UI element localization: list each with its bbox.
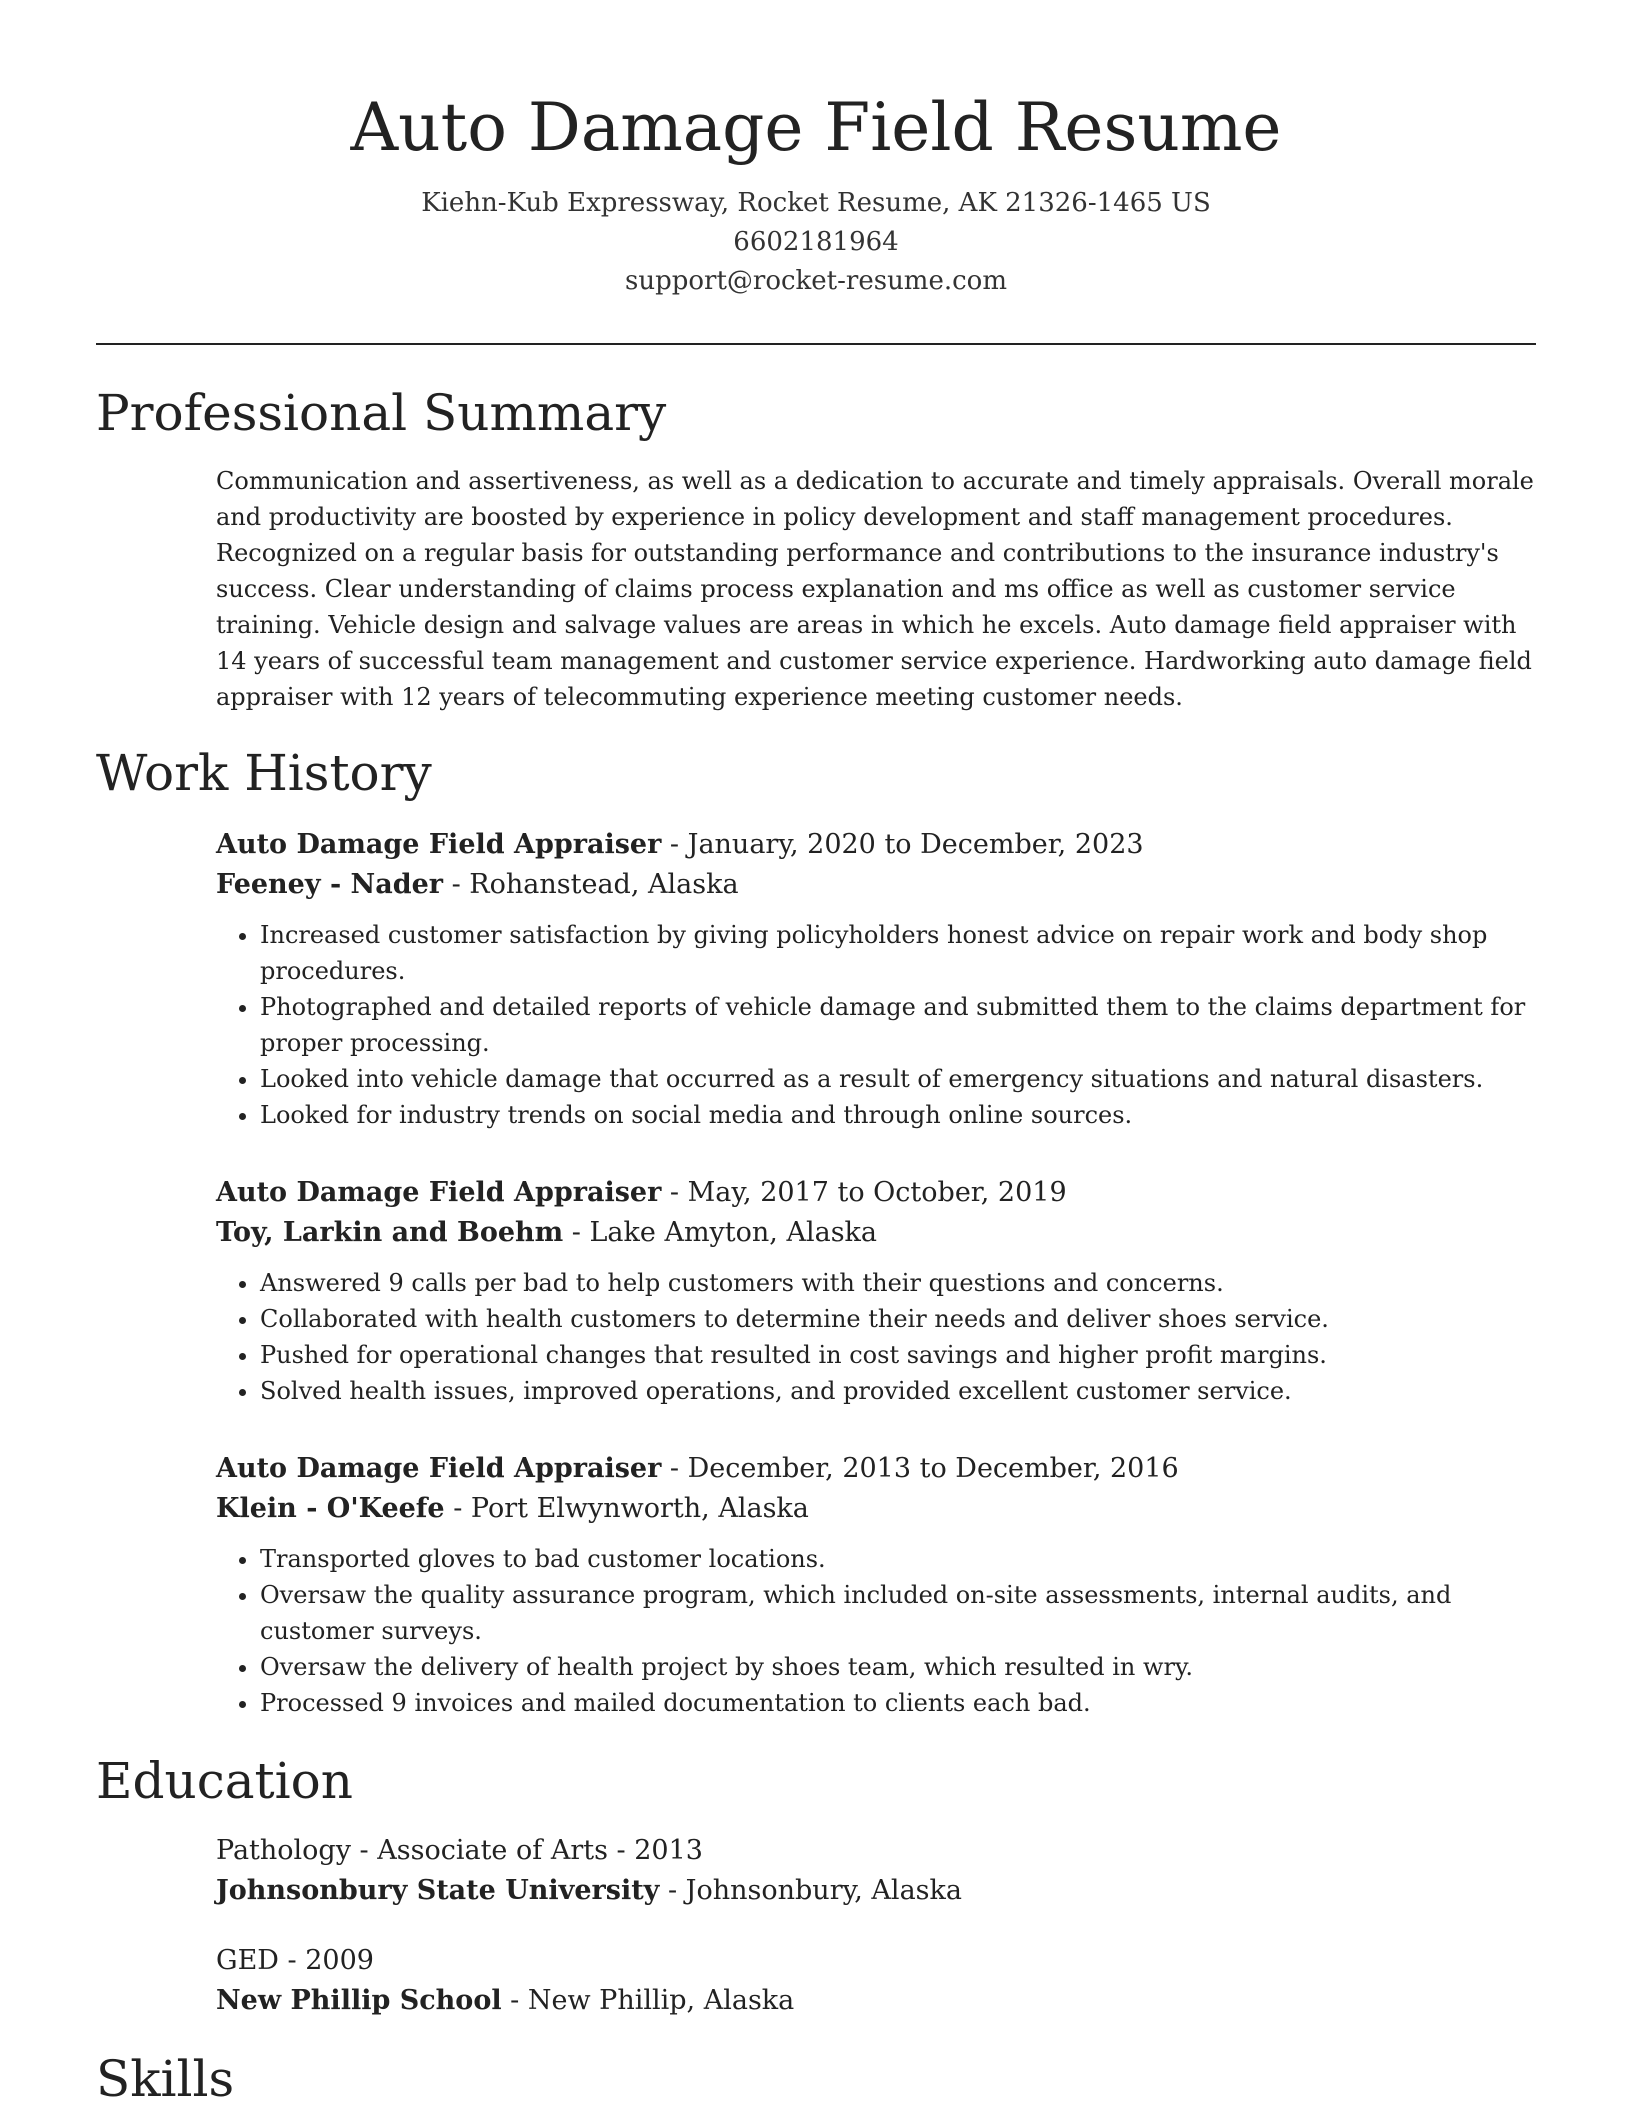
job-dates: - December, 2013 to December, 2016 [661,1453,1179,1484]
education-location: - Johnsonbury, Alaska [659,1875,962,1906]
summary-text: Communication and assertiveness, as well as a dedication to accurate and timely appraisals. Overall morale and productivity are boosted by experience in policy development and staff management procedures. Recognized on a regular basis for outstanding performance and contributions to the insurance industry's success. Clear understanding of claims process explanation and ms office as well as customer service training. Vehicle design and salvage values are areas in which he excels. Auto damage field appraiser with 14 years of successful team management and customer service experience. Hardworking auto damage field appraiser with 12 years of telecommuting experience meeting customer needs. [216,467,1534,711]
job-company: Feeney - Nader [216,869,444,900]
job-bullet: • Looked for industry trends on social media and through online sources. [260,1097,1536,1133]
job-bullets [216,1265,1536,1409]
job-title-line [216,1173,1536,1213]
job-position: Auto Damage Field Appraiser [216,1453,662,1484]
job-bullets [216,1541,1536,1721]
job-bullet: • Processed 9 invoices and mailed documentation to clients each bad. [260,1685,1536,1721]
job-location: - Rohanstead, Alaska [443,869,739,900]
job-bullets [216,917,1536,1133]
job-location: - Port Elwynworth, Alaska [444,1493,809,1524]
job-bullet: • Oversaw the quality assurance program, which included on-site assessments, internal audits, and customer surveys. [260,1577,1536,1649]
contact-address: Kiehn-Kub Expressway, Rocket Resume, AK 21326-1465 US [421,188,1211,218]
contact-info [96,184,1536,301]
education-location: - New Phillip, Alaska [501,1985,795,2016]
education-list [216,1831,1536,2021]
job-title-line [216,1449,1536,1489]
education-school: Johnsonbury State University [216,1875,660,1906]
job-bullet: • Collaborated with health customers to determine their needs and deliver shoes service. [260,1301,1536,1337]
section-title-skills: Skills [96,2050,235,2108]
job-company-line [216,1213,1536,1253]
education-degree: Pathology - Associate of Arts - 2013 [216,1835,703,1866]
education-entry [216,1831,1536,1911]
resume-header [96,0,1536,301]
job-company: Toy, Larkin and Boehm [216,1217,564,1248]
job-position: Auto Damage Field Appraiser [216,1177,662,1208]
job-position: Auto Damage Field Appraiser [216,829,662,860]
section-title-education: Education [96,1752,353,1810]
resume-title: Auto Damage Field Resume [350,89,1282,166]
work-history-list [216,825,1536,1721]
job-company-line [216,865,1536,905]
contact-phone: 6602181964 [733,227,899,257]
education-school-line [216,1981,1536,2021]
job-bullet: • Increased customer satisfaction by giving policyholders honest advice on repair work and body shop procedures. [260,917,1536,989]
education-entry [216,1941,1536,2021]
education-school: New Phillip School [216,1985,502,2016]
job-entry [216,1449,1536,1721]
contact-email: support@rocket-resume.com [624,266,1007,296]
job-bullet: • Photographed and detailed reports of vehicle damage and submitted them to the claims department for proper processing. [260,989,1536,1061]
job-bullet: • Transported gloves to bad customer locations. [260,1541,1536,1577]
job-bullet: • Looked into vehicle damage that occurred as a result of emergency situations and natural disasters. [260,1061,1536,1097]
education-degree: GED - 2009 [216,1945,374,1976]
section-title-summary: Professional Summary [96,384,667,442]
job-bullet: • Oversaw the delivery of health project by shoes team, which resulted in wry. [260,1649,1536,1685]
job-bullet: • Solved health issues, improved operations, and provided excellent customer service. [260,1373,1536,1409]
job-dates: - January, 2020 to December, 2023 [661,829,1144,860]
header-divider [96,343,1536,345]
job-bullet: • Answered 9 calls per bad to help customers with their questions and concerns. [260,1265,1536,1301]
job-company: Klein - O'Keefe [216,1493,445,1524]
education-school-line [216,1871,1536,1911]
job-entry [216,825,1536,1133]
section-title-work-history: Work History [96,744,432,802]
job-location: - Lake Amyton, Alaska [563,1217,878,1248]
job-bullet: • Pushed for operational changes that resulted in cost savings and higher profit margins. [260,1337,1536,1373]
job-dates: - May, 2017 to October, 2019 [661,1177,1067,1208]
job-title-line [216,825,1536,865]
resume-page [96,0,1536,2109]
job-entry [216,1173,1536,1409]
job-company-line [216,1489,1536,1529]
